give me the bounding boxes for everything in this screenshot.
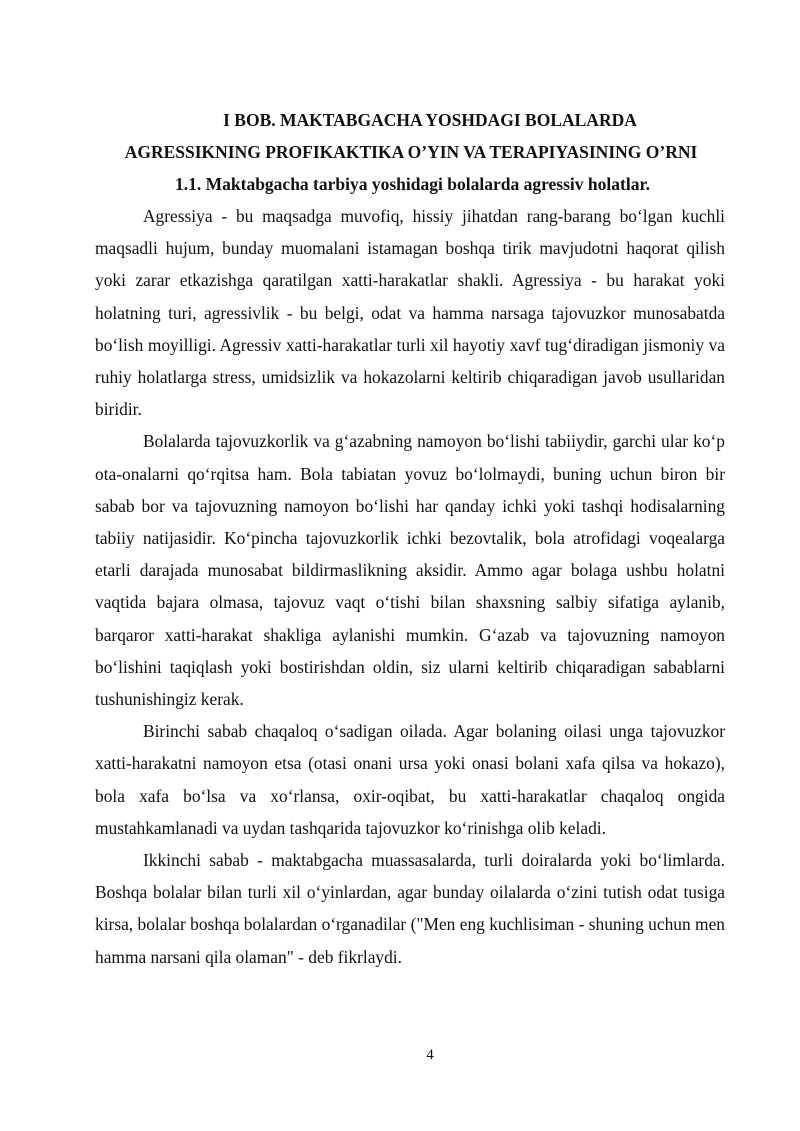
section-title: 1.1. Maktabgacha tarbiya yoshidagi bolalarda agressiv holatlar.: [175, 174, 650, 194]
chapter-title-line-2: AGRESSIKNING PROFIKAKTIKA O’YIN VA TERAPIYASINING O’RNI: [124, 142, 698, 162]
paragraph-3: Birinchi sabab chaqaloq o‘sadigan oilada. Agar bolaning oilasi unga tajovuzkor xatti-harakatni namoyon etsa (otasi onani ursa yoki onasi bolani xafa qilsa va hokazo), bola xafa bo‘lsa va xo‘rlansa, oxir-oqibat, bu xatti-harakatlar chaqaloq ongida mustahkamlanadi va uydan tashqarida tajovuzkor ko‘rinishga olib keladi.: [95, 721, 725, 838]
page-number: 4: [426, 1047, 434, 1063]
paragraph-4: Ikkinchi sabab - maktabgacha muassasalarda, turli doiralarda yoki bo‘limlarda. Boshqa bolalar bilan turli xil o‘yinlardan, agar bunday oilalarda o‘zini tutish odat tusiga kirsa, bolalar boshqa bolalardan o‘rganadilar ("Men eng kuchlisiman - shuning uchun men hamma narsani qila olaman" - deb fikrlaydi.: [95, 850, 725, 967]
paragraph-1: Agressiya - bu maqsadga muvofiq, hissiy jihatdan rang-barang bo‘lgan kuchli maqsadli hujum, bunday muomalani istamagan boshqa tirik mavjudotni haqorat qilish yoki zarar etkazishga qaratilgan xatti-harakatlar shakli. Agressiya - bu harakat yoki holatning turi, agressivlik - bu belgi, odat va hamma narsaga tajovuzkor munosabatda bo‘lish moyilligi. Agressiv xatti-harakatlar turli xil hayotiy xavf tug‘diradigan jismoniy va ruhiy holatlarga stress, umidsizlik va hokazolarni keltirib chiqaradigan javob usullaridan biridir.: [95, 206, 725, 420]
page-content: [95, 104, 725, 973]
paragraph-2: Bolalarda tajovuzkorlik va g‘azabning namoyon bo‘lishi tabiiydir, garchi ular ko‘p ota-onalarni qo‘rqitsa ham. Bola tabiatan yovuz bo‘lolmaydi, buning uchun biron bir sabab bor va tajovuzning namoyon bo‘lishi har qanday ichki yoki tashqi hodisalarning tabiiy natijasidir. Ko‘pincha tajovuzkorlik ichki bezovtalik, bola atrofidagi voqealarga etarli darajada munosabat bildirmaslikning aksidir. Ammo agar bolaga ushbu holatni vaqtida bajara olmasa, tajovuz vaqt o‘tishi bilan shaxsning salbiy sifatiga aylanib, barqaror xatti-harakat shakliga aylanishi mumkin. G‘azab va tajovuzning namoyon bo‘lishini taqiqlash yoki bostirishdan oldin, siz ularni keltirib chiqaradigan sabablarni tushunishingiz kerak.: [95, 431, 725, 710]
chapter-title-line-1: I BOB. MAKTABGACHA YOSHDAGI BOLALARDA: [223, 110, 637, 130]
